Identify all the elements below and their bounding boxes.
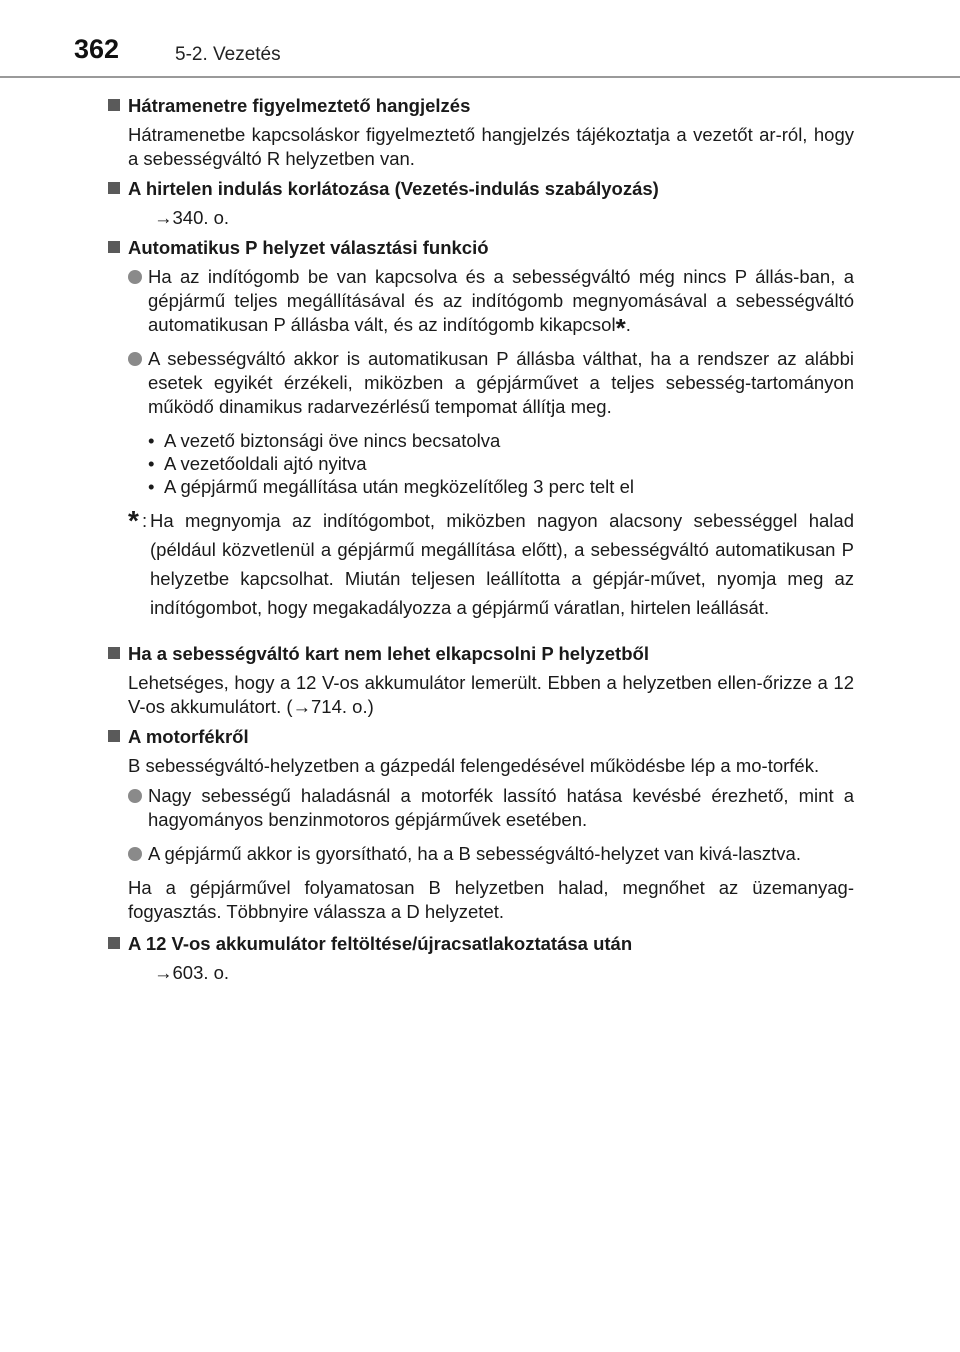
- bullet-list: [108, 429, 854, 498]
- circle-bullet-icon: [128, 847, 142, 861]
- circle-bullet-icon: [128, 789, 142, 803]
- list-item: A sebességváltó akkor is automatikusan P állásba válthat, ha a rendszer az alábbi esetek egyikét érzékeli, miközben a gépjárművet a teljes sebesség-tartományon működő dinamikus radarvezérlésű tempomat állítja meg.: [108, 347, 854, 419]
- footnote-star: *: [128, 505, 139, 536]
- square-bullet-icon: [108, 647, 120, 659]
- page-number: 362: [74, 34, 120, 64]
- list-item: Ha az indítógomb be van kapcsolva és a sebességváltó még nincs P állás-ban, a gépjármű teljes megállításával és az indítógomb megnyomásával a sebességváltó automatikusan P állásba vált, és az indítógomb kikapcsol*.: [108, 265, 854, 337]
- heading-reverse-warning: Hátramenetre figyelmeztető hangjelzés: [108, 94, 854, 118]
- heading-drive-start-control: A hirtelen indulás korlátozása (Vezetés-indulás szabályozás): [108, 177, 854, 201]
- paragraph-shift-lever: Lehetséges, hogy a 12 V-os akkumulátor lemerült. Ebben a helyzetben ellen-őrizze a 12 V-os akkumulátort. (→714. o.): [128, 672, 854, 717]
- circle-bullet-icon: [128, 352, 142, 366]
- bullet-item: • A vezetőoldali ajtó nyitva: [148, 453, 367, 474]
- square-bullet-icon: [108, 937, 120, 949]
- square-bullet-icon: [108, 730, 120, 742]
- bullet-item: • A gépjármű megállítása után megközelítőleg 3 perc telt el: [148, 476, 634, 497]
- paragraph-fuel-consumption: Ha a gépjárművel folyamatosan B helyzetben halad, megnőhet az üzemanyag-fogyasztás. Többnyire válassza a D helyzetet.: [128, 877, 854, 922]
- page-reference-link[interactable]: →603. o.: [154, 962, 230, 983]
- header-divider: [0, 76, 960, 78]
- heading-auto-p-position: Automatikus P helyzet választási funkció: [108, 236, 854, 260]
- page-content: [108, 90, 854, 991]
- square-bullet-icon: [108, 241, 120, 253]
- list-item: Nagy sebességű haladásnál a motorfék lassító hatása kevésbé érezhető, mint a hagyományos benzinmotoros gépjárművek esetében.: [108, 784, 854, 832]
- page-header: [0, 0, 960, 80]
- bullet-item: • A vezető biztonsági öve nincs becsatolva: [148, 430, 501, 451]
- heading-engine-brake: A motorfékről: [108, 725, 854, 749]
- footnote-colon: :: [142, 510, 148, 531]
- square-bullet-icon: [108, 182, 120, 194]
- footnote: * : Ha megnyomja az indítógombot, miközben nagyon alacsony sebességgel halad (például közvetlenül a gépjármű megállítása előtt), a sebességváltó automatikusan P helyzetbe kapcsolhat. Miután teljesen leállította a gépjár-művet, nyomja meg az indítógombot, hogy megakadályozza a gépjármű váratlan, hirtelen leállását.: [128, 505, 854, 618]
- footnote-star: *: [615, 313, 626, 343]
- list-item: A gépjármű akkor is gyorsítható, ha a B sebességváltó-helyzet van kivá-lasztva.: [108, 842, 854, 866]
- bullet-dot: •: [148, 476, 155, 497]
- heading-battery-reconnect: A 12 V-os akkumulátor feltöltése/újracsatlakoztatása után: [108, 932, 854, 956]
- bullet-dot: •: [148, 430, 155, 451]
- section-title: 5-2. Vezetés: [175, 44, 281, 65]
- bullet-dot: •: [148, 453, 155, 474]
- page-reference-link[interactable]: →340. o.: [154, 207, 230, 228]
- paragraph-engine-brake: B sebességváltó-helyzetben a gázpedál felengedésével működésbe lép a mo-torfék.: [128, 755, 820, 776]
- heading-shift-lever-stuck: Ha a sebességváltó kart nem lehet elkapcsolni P helyzetből: [108, 642, 854, 666]
- square-bullet-icon: [108, 99, 120, 111]
- paragraph-reverse-warning: Hátramenetbe kapcsoláskor figyelmeztető hangjelzés tájékoztatja a vezetőt ar-ról, hogy a sebességváltó R helyzetben van.: [128, 124, 854, 169]
- circle-bullet-icon: [128, 270, 142, 284]
